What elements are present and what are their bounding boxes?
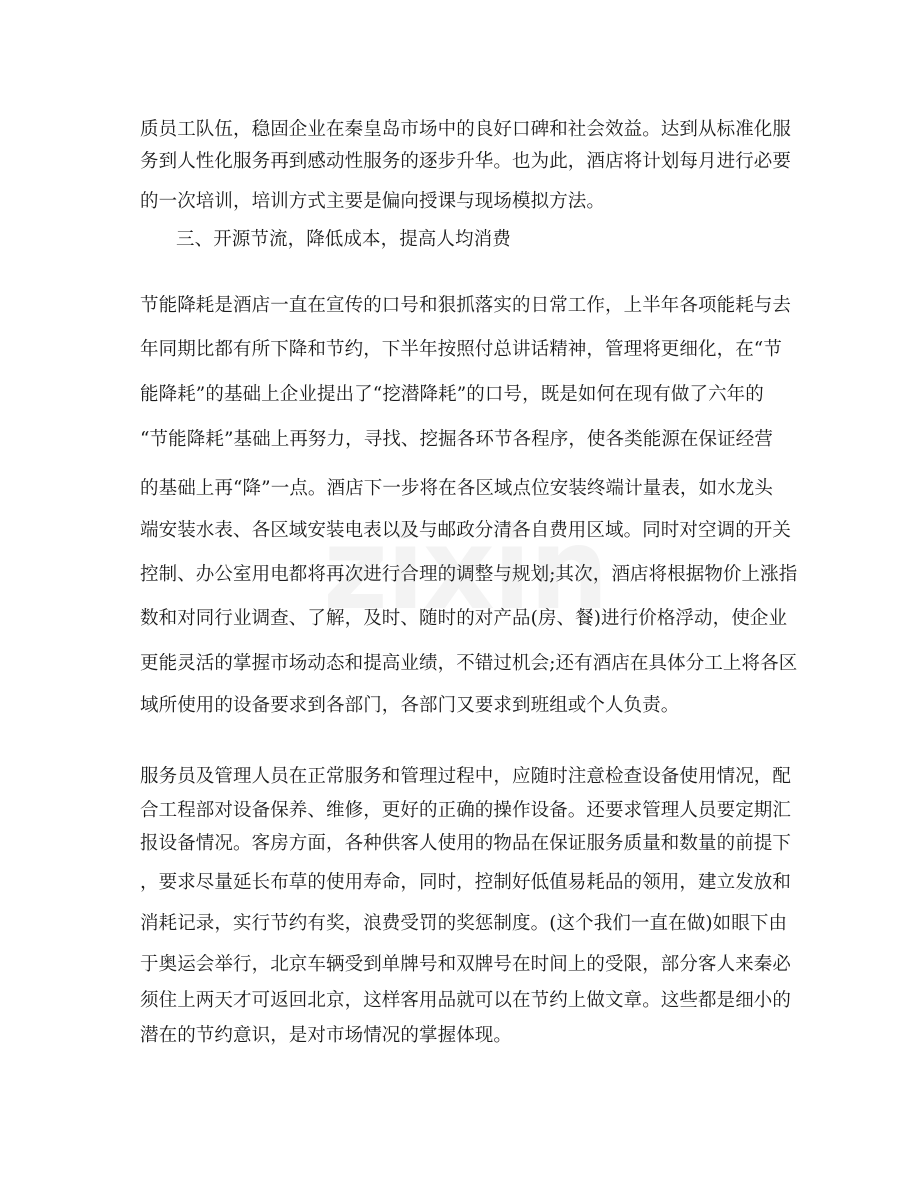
paragraph-line: 年同期比都有所下降和节约，下半年按照付总讲话精神，管理将更细化，在“节 (140, 339, 782, 360)
paragraph-line: 数和对同行业调查、了解，及时、随时的对产品(房、餐)进行价格浮动，使企业 (140, 608, 788, 629)
paragraph-line: 的一次培训，培训方式主要是偏向授课与现场模拟方法。 (140, 191, 606, 212)
paragraph-line: 的基础上再“降”一点。酒店下一步将在各区域点位安装终端计量表，如水龙头 (140, 478, 773, 499)
paragraph-line: 须住上两天才可返回北京，这样客用品就可以在节约上做文章。这些都是细小的 (140, 990, 792, 1011)
paragraph-line: 于奥运会举行，北京车辆受到单牌号和双牌号在时间上的受限，部分客人来秦必 (140, 954, 792, 975)
paragraph-line: 消耗记录，实行节约有奖，浪费受罚的奖惩制度。(这个我们一直在做)如眼下由 (140, 913, 788, 934)
paragraph-line: 节能降耗是酒店一直在宣传的口号和狠抓落实的日常工作，上半年各项能耗与去 (140, 295, 792, 316)
paragraph-line: 更能灵活的掌握市场动态和提高业绩，不错过机会;还有酒店在具体分工上将各区 (140, 653, 798, 674)
paragraph-line: 务到人性化服务再到感动性服务的逐步升华。也为此，酒店将计划每月进行必要 (140, 151, 792, 172)
paragraph-line: 报设备情况。客房方面，各种供客人使用的物品在保证服务质量和数量的前提下 (140, 833, 792, 854)
paragraph-line: 合工程部对设备保养、维修，更好的正确的操作设备。还要求管理人员要定期汇 (140, 800, 792, 821)
paragraph-line: 控制、办公室用电都将再次进行合理的调整与规划;其次，酒店将根据物价上涨指 (140, 564, 798, 585)
paragraph-line: 能降耗”的基础上企业提出了“挖潜降耗”的口号，既是如何在现有做了六年的 (140, 384, 764, 405)
paragraph-line: ，要求尽量延长布草的使用寿命，同时，控制好低值易耗品的领用，建立发放和 (140, 872, 792, 893)
section-heading: 三、开源节流，降低成本，提高人均消费 (176, 229, 511, 250)
paragraph-line: 域所使用的设备要求到各部门，各部门又要求到班组或个人负责。 (140, 695, 680, 716)
paragraph-line: 质员工队伍，稳固企业在秦皇岛市场中的良好口碑和社会效益。达到从标准化服 (140, 119, 792, 140)
paragraph-line: 端安装水表、各区域安装电表以及与邮政分清各自费用区域。同时对空调的开关 (140, 520, 792, 541)
paragraph-line: 服务员及管理人员在正常服务和管理过程中，应随时注意检查设备使用情况，配 (140, 766, 792, 787)
paragraph-line: “节能降耗”基础上再努力，寻找、挖掘各环节各程序，使各类能源在保证经营 (140, 429, 773, 450)
paragraph-line: 潜在的节约意识，是对市场情况的掌握体现。 (140, 1025, 513, 1046)
